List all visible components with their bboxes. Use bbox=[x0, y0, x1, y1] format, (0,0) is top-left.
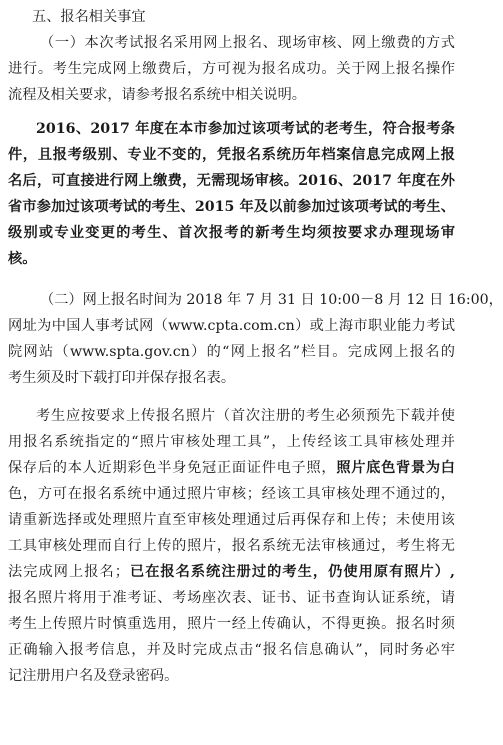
paragraph-2-line-5: 级别或专业变更的考生、首次报考的新考生均须按要求办理现场审 bbox=[8, 225, 455, 241]
paragraph-1-line-2: 进行。考生完成网上缴费后，方可视为报名成功。关于网上报名操作 bbox=[8, 61, 455, 77]
paragraph-3-line-3: 院网站（www.spta.gov.cn）的“网上报名”栏目。完成网上报名的 bbox=[8, 344, 455, 360]
paragraph-4-line-1: 考生应按要求上传报名照片（首次注册的考生必须预先下载并使 bbox=[36, 408, 455, 424]
paragraph-1-line-3: 流程及相关要求，请参考报名系统中相关说明。 bbox=[8, 87, 306, 103]
paragraph-4-line-2: 用报名系统指定的“照片审核处理工具”，上传经该工具审核处理并 bbox=[8, 434, 455, 450]
paragraph-4-line-11: 记注册用户名及登录密码。 bbox=[8, 668, 179, 684]
paragraph-4-line-4: 色，方可在报名系统中通过照片审核；经该工具审核处理不通过的， bbox=[8, 486, 455, 502]
paragraph-4-line-9: 考生上传照片时慎重选用，照片一经上传确认，不得更换。报名时须 bbox=[8, 616, 455, 632]
paragraph-4-line-3-text: 保存后的本人近期彩色半身免冠正面证件电子照， bbox=[8, 460, 337, 476]
paragraph-4-line-7-text: 法完成网上报名； bbox=[8, 564, 129, 580]
paragraph-4-line-5: 请重新选择或处理照片直至审核处理通过后再保存和上传；未使用该 bbox=[8, 512, 455, 528]
paragraph-3-line-1: （二）网上报名时间为 2018 年 7 月 31 日 10:00－8 月 12 日 16:00， bbox=[40, 292, 503, 308]
paragraph-2-line-1: 2016、2017 年度在本市参加过该项考试的老考生，符合报考条 bbox=[36, 121, 455, 137]
paragraph-1-line-1: （一）本次考试报名采用网上报名、现场审核、网上缴费的方式 bbox=[40, 35, 455, 51]
paragraph-2-line-2: 件，且报考级别、专业不变的，凭报名系统历年档案信息完成网上报 bbox=[8, 147, 455, 163]
paragraph-3-line-4: 考生须及时下载打印并保存报名表。 bbox=[8, 370, 236, 386]
paragraph-2-line-4: 省市参加过该项考试的考生、2015 年及以前参加过该项考试的考生、 bbox=[8, 199, 455, 215]
registered-candidates-emphasis: 已在报名系统注册过的考生，仍使用原有照片）, bbox=[128, 564, 455, 580]
photo-background-emphasis: 照片底色背景为白 bbox=[336, 460, 455, 476]
paragraph-4-line-7 bbox=[0, 559, 455, 585]
paragraph-2-line-3: 名后，可直接进行网上缴费，无需现场审核。2016、2017 年度在外 bbox=[8, 173, 455, 189]
paragraph-2-line-6: 核。 bbox=[8, 251, 37, 267]
paragraph-4-line-3 bbox=[0, 455, 455, 481]
paragraph-4-line-8: 报名照片将用于准考证、考场座次表、证书、证书查询认证系统，请 bbox=[8, 590, 455, 606]
paragraph-4-line-6: 工具审核处理而自行上传的照片，报名系统无法审核通过，考生将无 bbox=[8, 538, 455, 554]
section-heading: 五、报名相关事宜 bbox=[32, 9, 146, 25]
paragraph-4-line-10: 正确输入报考信息，并及时完成点击“报名信息确认”，同时务必牢 bbox=[8, 642, 455, 658]
paragraph-3-line-2: 网址为中国人事考试网（www.cpta.com.cn）或上海市职业能力考试 bbox=[8, 318, 455, 334]
